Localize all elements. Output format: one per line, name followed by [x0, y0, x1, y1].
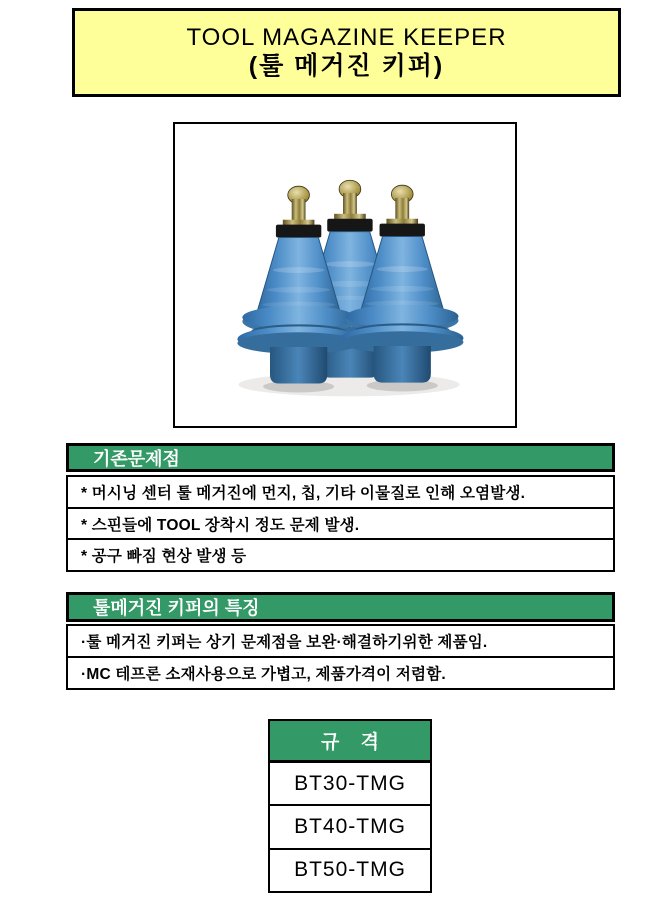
- features-table: [66, 624, 615, 690]
- table-row: ·툴 메거진 키퍼는 상기 문제점을 보완·해결하기위한 제품임.: [81, 634, 488, 651]
- problems-table: [66, 475, 615, 572]
- table-row: * 공구 빠짐 현상 발생 등: [68, 538, 613, 570]
- specs-table-header: 규 격: [268, 719, 432, 762]
- product-photo-frame: [173, 122, 517, 428]
- page-subtitle: (툴 메거진 키퍼): [248, 51, 445, 80]
- table-row: * 스핀들에 TOOL 장착시 정도 문제 발생.: [68, 507, 613, 539]
- table-row: * 머시닝 센터 툴 메거진에 먼지, 칩, 기타 이물질로 인해 오염발생.: [81, 484, 526, 502]
- problems-section-header: 기존문제점: [66, 443, 615, 472]
- title-box: [72, 8, 621, 97]
- table-row: ·MC 테프론 소재사용으로 가볍고, 제품가격이 저렴함.: [68, 656, 613, 688]
- page-title: TOOL MAGAZINE KEEPER: [186, 23, 507, 51]
- specs-table: [268, 761, 432, 893]
- table-row: BT30-TMG: [294, 771, 406, 795]
- features-section-header: 툴메거진 키퍼의 특징: [66, 592, 615, 622]
- table-row: BT40-TMG: [270, 804, 430, 847]
- product-photo: [175, 124, 515, 426]
- table-row: BT50-TMG: [270, 848, 430, 891]
